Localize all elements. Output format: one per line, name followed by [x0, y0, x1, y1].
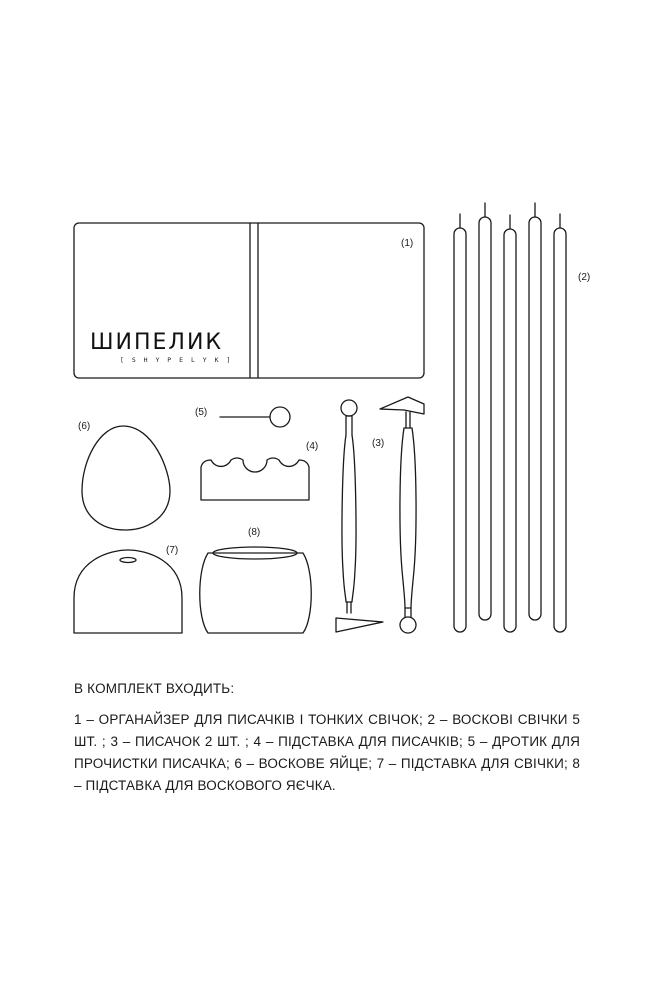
label-cleaning-wire: (5) — [195, 407, 208, 418]
cleaning-wire-illustration — [220, 407, 290, 427]
label-candle-stand: (7) — [166, 545, 179, 556]
stylus-2-illustration — [380, 397, 424, 633]
kit-heading: В КОМПЛЕКТ ВХОДИТЬ: — [74, 681, 235, 696]
label-stylus-stand: (4) — [306, 441, 319, 452]
label-stylus: (3) — [372, 438, 385, 449]
kit-description: 1 – ОРГАНАЙЗЕР ДЛЯ ПИСАЧКІВ І ТОНКИХ СВІЧОК; 2 – ВОСКОВІ СВІЧКИ 5 ШТ. ; 3 – ПИСАЧОК 2 ШТ. ; 4 – ПІДСТАВКА ДЛЯ ПИСАЧКІВ; 5 – ДРОТИК ДЛЯ ПРОЧИСТКИ ПИСАЧКА; 6 – ВОСКОВЕ ЯЙЦЕ; 7 – ПІДСТАВКА ДЛЯ СВІЧКИ; 8 – ПІДСТАВКА ДЛЯ ВОСКОВОГО ЯЄЧКА. — [74, 712, 580, 793]
label-candles: (2) — [578, 272, 591, 283]
stylus-1-illustration — [336, 400, 383, 632]
stylus-stand-illustration — [201, 458, 309, 500]
label-organizer: (1) — [401, 238, 414, 249]
brand-name: ШИПЕЛИК — [90, 330, 224, 355]
egg-stand-illustration — [200, 547, 312, 633]
candles-illustration — [454, 203, 566, 632]
label-wax-egg: (6) — [78, 421, 91, 432]
wax-egg-illustration — [82, 426, 170, 530]
brand-transliteration: [ S H Y P E L Y K ] — [120, 356, 233, 364]
organizer-illustration — [74, 223, 424, 378]
label-egg-stand: (8) — [248, 527, 261, 538]
candle-stand-illustration — [74, 550, 182, 633]
